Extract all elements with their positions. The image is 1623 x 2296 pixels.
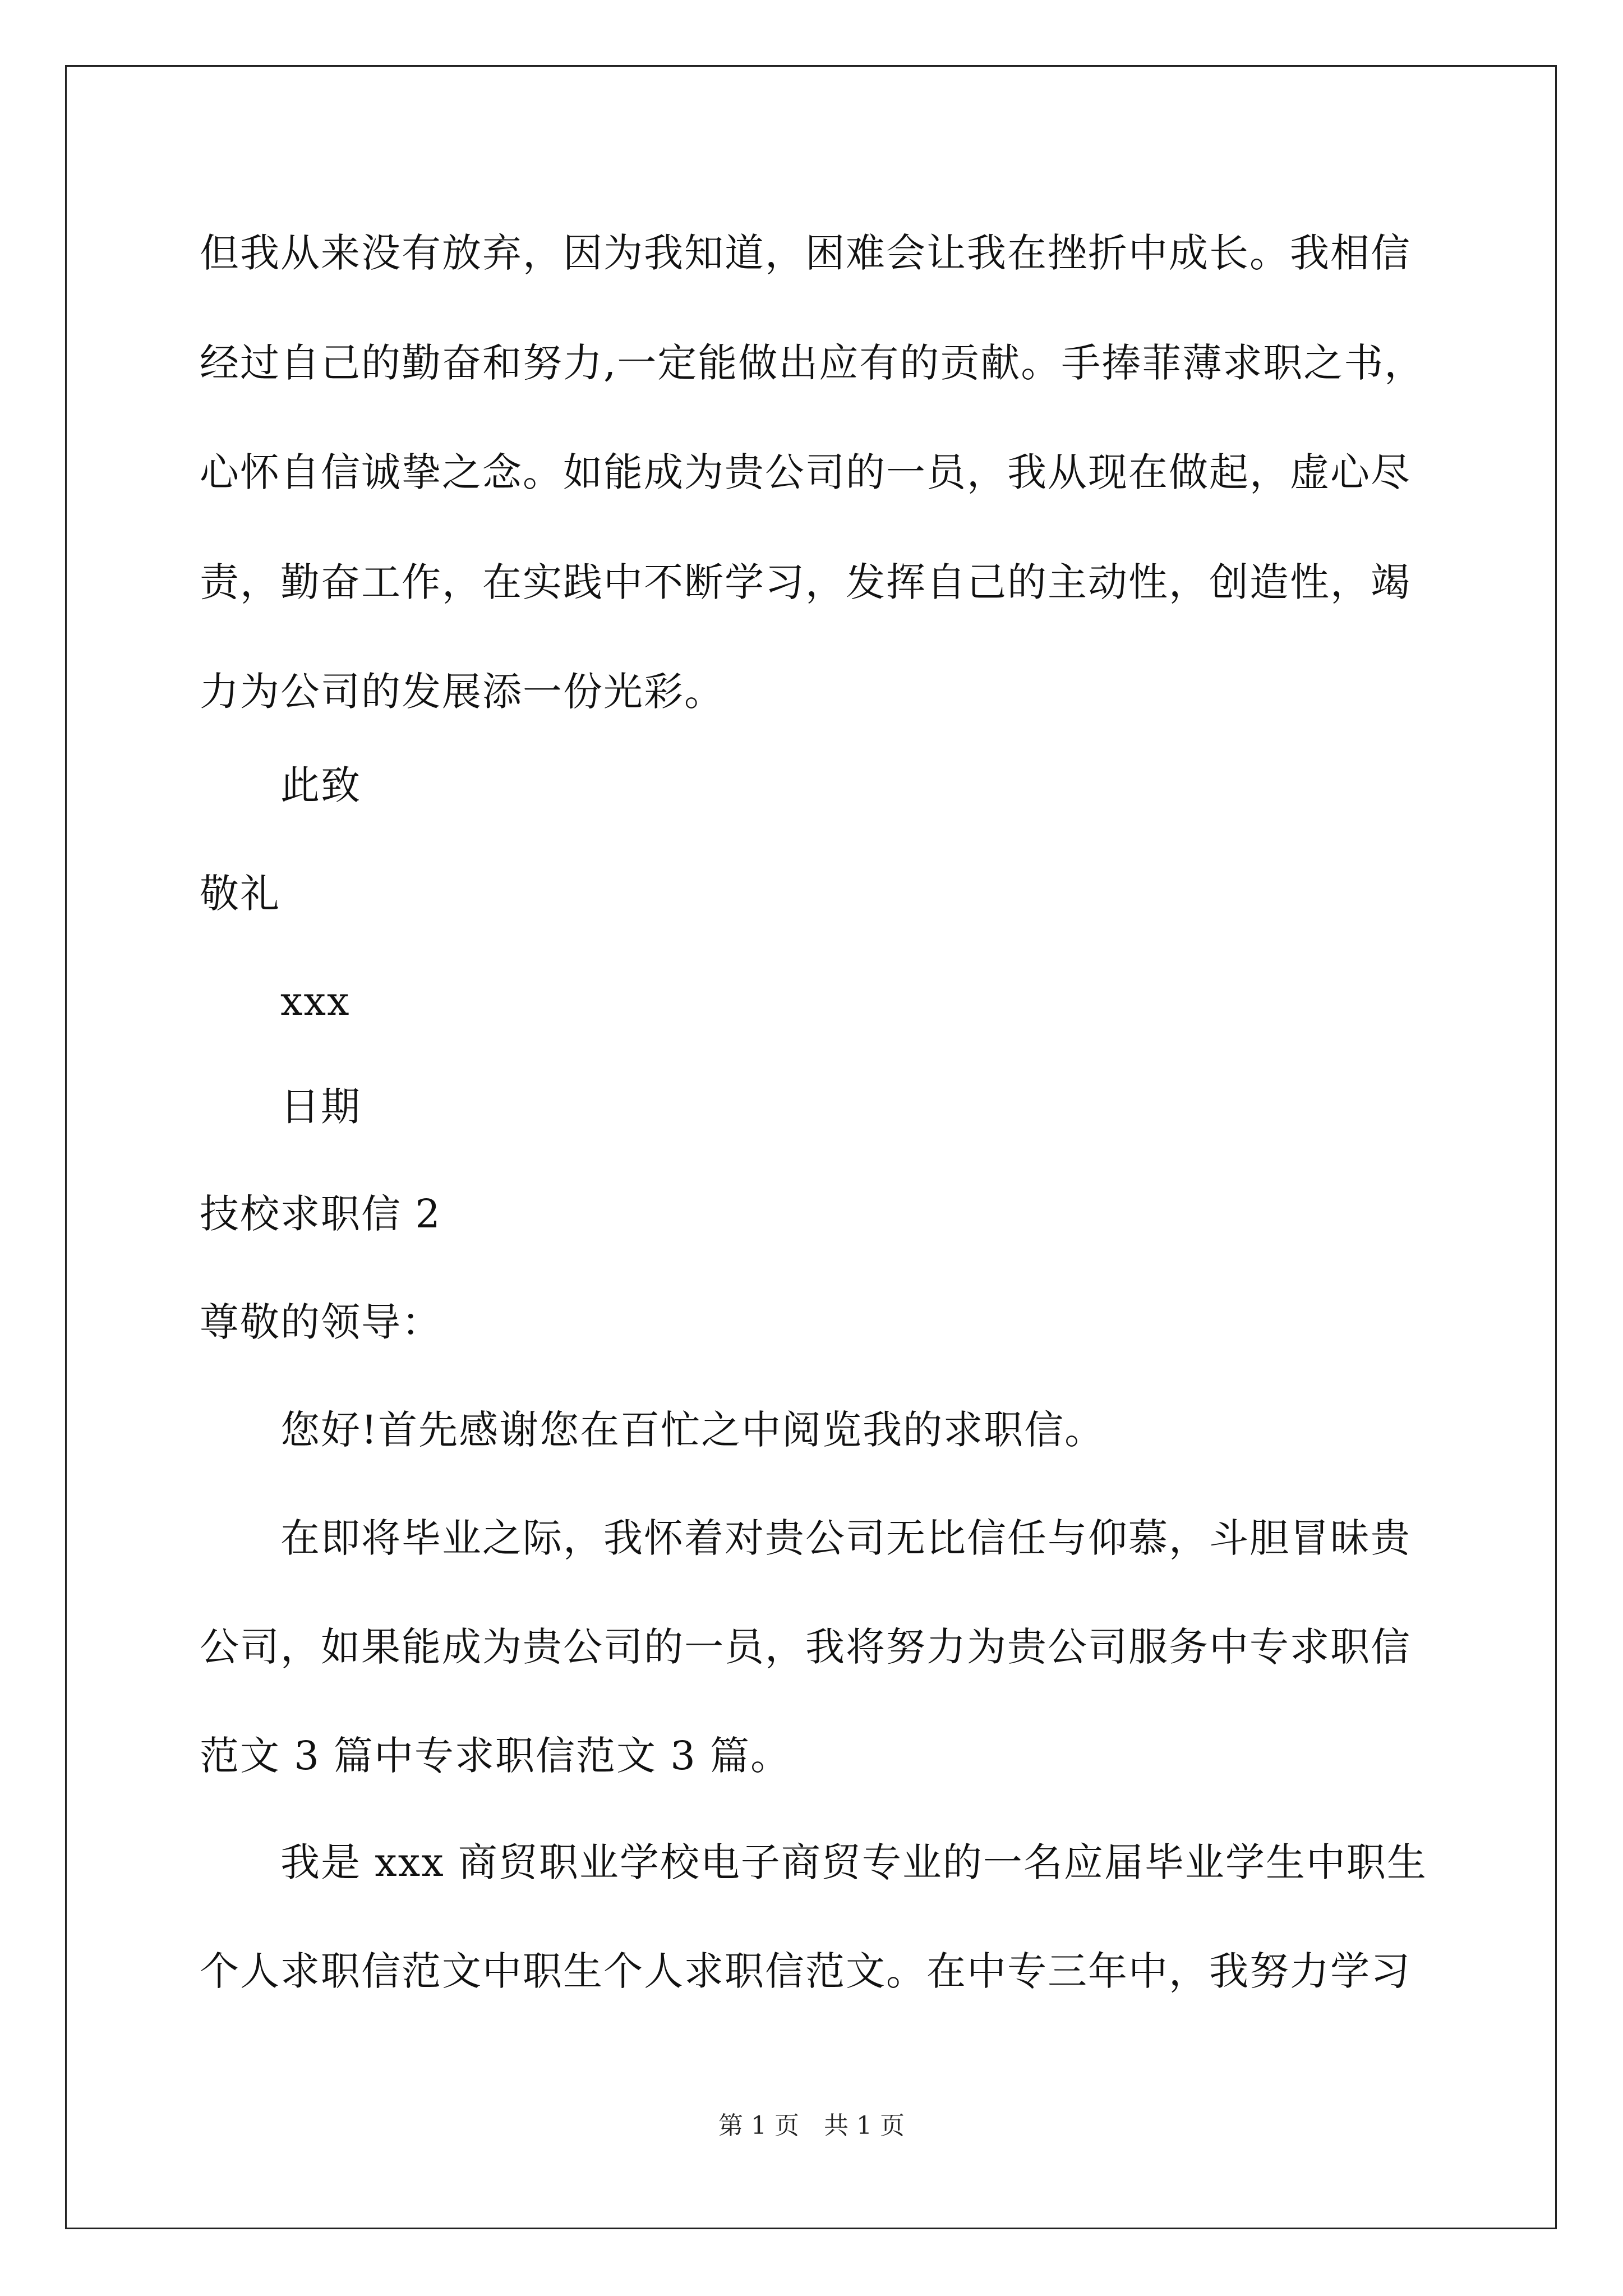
greeting-text: 尊敬的领导： xyxy=(200,1299,442,1345)
body-line: 范文 3 篇中专求职信范文 3 篇。 xyxy=(200,1733,791,1779)
signature-text: xxx xyxy=(280,978,351,1024)
body-line: 责，勤奋工作，在实践中不断学习，发挥自己的主动性，创造性，竭 xyxy=(200,559,1411,605)
salute-text: 敬礼 xyxy=(200,871,280,917)
section-title: 技校求职信 2 xyxy=(200,1191,441,1237)
body-line: 力为公司的发展添一份光彩。 xyxy=(200,669,725,715)
body-line: 但我从来没有放弃，因为我知道，困难会让我在挫折中成长。我相信 xyxy=(200,230,1411,276)
page-footer: 第 1 页 共 1 页 xyxy=(718,2111,905,2140)
opening-text: 您好!首先感谢您在百忙之中阅览我的求职信。 xyxy=(280,1407,1105,1453)
body-line: 个人求职信范文中职生个人求职信范文。在中专三年中，我努力学习 xyxy=(200,1948,1411,1994)
closing-text: 此致 xyxy=(280,762,361,808)
body-line: 经过自己的勤奋和努力,一定能做出应有的贡献。手捧菲薄求职之书， xyxy=(200,340,1425,386)
body-line: 在即将毕业之际，我怀着对贵公司无比信任与仰慕，斗胆冒昧贵 xyxy=(280,1515,1411,1561)
body-line: 心怀自信诚挚之念。如能成为贵公司的一员，我从现在做起，虚心尽 xyxy=(200,449,1411,495)
body-line: 我是 xxx 商贸职业学校电子商贸专业的一名应届毕业学生中职生 xyxy=(280,1839,1427,1885)
date-text: 日期 xyxy=(280,1084,361,1130)
body-line: 公司，如果能成为贵公司的一员，我将努力为贵公司服务中专求职信 xyxy=(200,1624,1411,1670)
